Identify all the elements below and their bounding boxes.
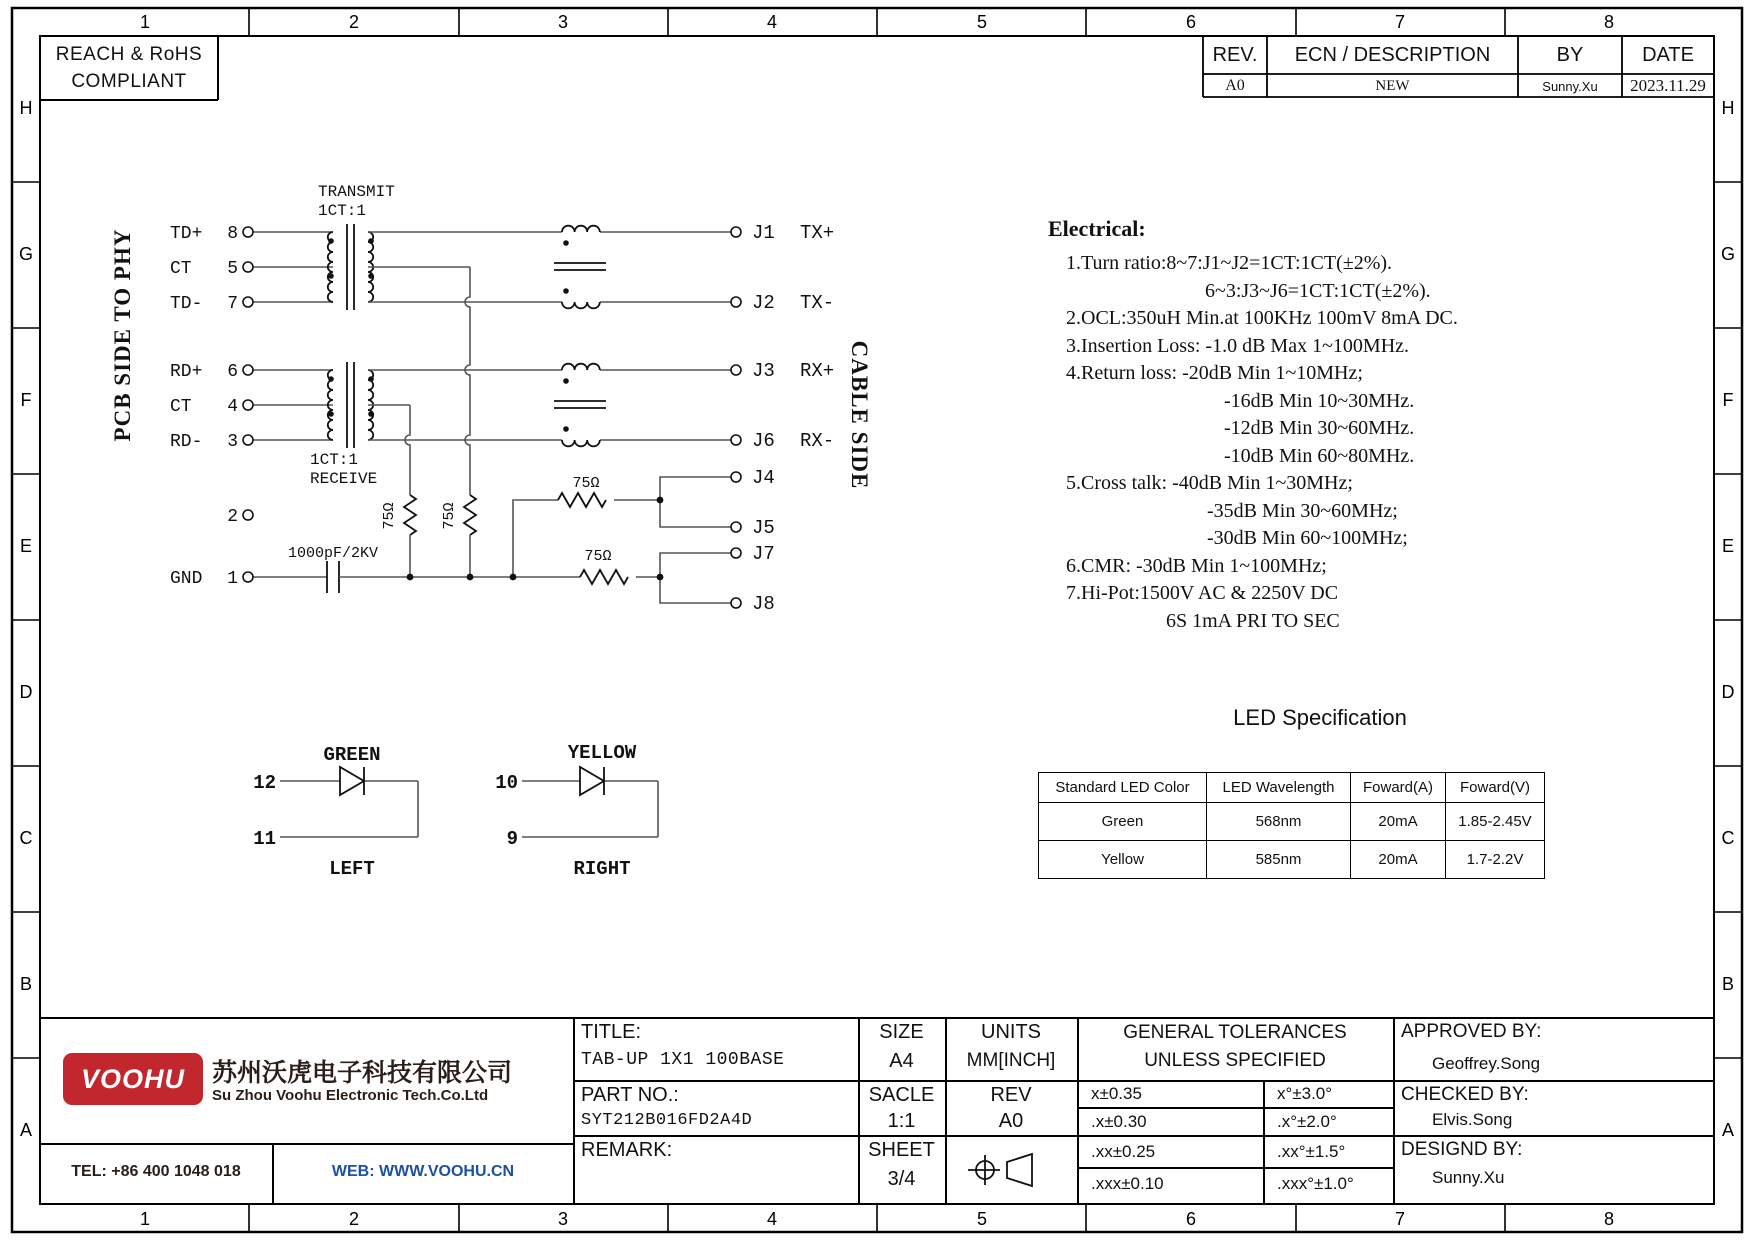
pin-label: CT [170, 397, 192, 417]
checked-by-label: CHECKED BY: [1401, 1084, 1529, 1105]
pin-wires [253, 232, 333, 577]
remark-label: REMARK: [581, 1139, 673, 1161]
tolerance-cell: .x±0.30 [1091, 1112, 1147, 1131]
col-label-bottom: 1 [139, 1209, 150, 1229]
outer-border [12, 8, 1742, 1232]
electrical-line: 6~3:J3~J6=1CT:1CT(±2%). [1205, 279, 1431, 302]
date-value: 2023.11.29 [1630, 76, 1706, 95]
electrical-line: 6S 1mA PRI TO SEC [1166, 609, 1340, 632]
col-label-top: 1 [139, 12, 150, 32]
col-label-bottom: 4 [766, 1209, 777, 1229]
led-spec-header: Standard LED Color [1039, 773, 1207, 803]
pcb-side-label: PCB SIDE TO PHY [110, 228, 135, 442]
checked-by-value: Elvis.Song [1432, 1110, 1513, 1129]
tolerance-cell: .xxx°±1.0° [1277, 1174, 1354, 1193]
receive-ratio: 1CT:1 [310, 451, 359, 469]
title-block-line [1077, 1107, 1393, 1109]
jack-id: J8 [752, 593, 775, 615]
led-spec-row [1039, 803, 1545, 841]
col-label-bottom: 3 [557, 1209, 568, 1229]
receive-transformer [328, 362, 374, 448]
title-block-line [1077, 1017, 1079, 1204]
led-pin: 12 [253, 772, 276, 794]
capacitor-plates [327, 561, 339, 593]
col-label-top: 5 [976, 12, 987, 32]
title-block-line [1393, 1017, 1395, 1204]
led-diagram-left [253, 744, 418, 880]
row-label-left: F [20, 390, 32, 410]
title-block-line [573, 1080, 1714, 1082]
led-spec-cell: 20mA [1351, 803, 1446, 841]
part-no-value: SYT212B016FD2A4D [581, 1111, 753, 1130]
col-label-bottom: 5 [976, 1209, 987, 1229]
designed-by-label: DESIGND BY: [1401, 1139, 1523, 1160]
projection-symbol-icon [968, 1154, 1032, 1186]
led-pin: 11 [253, 828, 276, 850]
row-label-left: E [19, 536, 32, 556]
col-label-bottom: 7 [1394, 1209, 1405, 1229]
electrical-spec-list [1066, 250, 1458, 635]
cable-side-label: CABLE SIDE [847, 340, 872, 490]
electrical-line: -12dB Min 30~60MHz. [1224, 417, 1415, 439]
tolerance-cell: .xx±0.25 [1091, 1142, 1156, 1161]
led-spec-cell: 1.7-2.2V [1446, 841, 1545, 879]
jack-id: J6 [752, 430, 775, 452]
units-value: MM[INCH] [966, 1050, 1056, 1071]
col-label-bottom: 8 [1603, 1209, 1614, 1229]
resistor-value: 75Ω [441, 502, 458, 530]
led-position-label: LEFT [329, 858, 375, 880]
by-header: BY [1556, 44, 1584, 66]
designed-by-value: Sunny.Xu [1432, 1168, 1505, 1187]
transmit-transformer [328, 224, 374, 310]
col-label-top: 3 [557, 12, 568, 32]
title-block-line [1263, 1080, 1265, 1204]
col-label-top: 2 [348, 12, 359, 32]
col-label-bottom: 6 [1185, 1209, 1196, 1229]
pin-label: TD- [170, 294, 203, 314]
unused-pair-wires [660, 477, 731, 603]
tolerance-cell: .xx°±1.5° [1277, 1142, 1346, 1161]
jack-signal: RX+ [800, 360, 835, 382]
tolerance-cell: .xxx±0.10 [1091, 1174, 1164, 1193]
row-label-right: B [1721, 974, 1734, 994]
row-label-left: D [19, 682, 33, 702]
jack-signal: TX- [800, 292, 835, 314]
row-label-right: E [1721, 536, 1734, 556]
title-block-line [272, 1143, 274, 1204]
pin-number: 5 [227, 259, 238, 279]
row-label-left: G [18, 244, 33, 264]
resistor-tx-ct [464, 495, 476, 535]
led-spec-header: Foward(V) [1446, 773, 1545, 803]
title-block-line [1077, 1167, 1393, 1169]
electrical-line: -10dB Min 60~80MHz. [1224, 444, 1415, 467]
transmit-ratio: 1CT:1 [318, 202, 367, 220]
led-spec-cell: 20mA [1351, 841, 1446, 879]
col-label-top: 8 [1603, 12, 1614, 32]
title-label: TITLE: [581, 1021, 642, 1043]
resistor-rx-ct [404, 495, 416, 535]
size-value: A4 [889, 1050, 914, 1072]
electrical-line: 2.OCL:350uH Min.at 100KHz 100mV 8mA DC. [1066, 307, 1458, 329]
led-color-label: GREEN [323, 744, 381, 766]
pin-label: RD+ [170, 362, 203, 382]
led-position-label: RIGHT [573, 858, 631, 880]
resistor-value: 75Ω [584, 548, 612, 565]
company-logo-text: VOOHU [80, 1063, 185, 1094]
col-label-bottom: 2 [348, 1209, 359, 1229]
row-label-right: C [1721, 828, 1735, 848]
pin-number: 1 [227, 569, 238, 589]
secondary-wires [368, 232, 731, 440]
approved-by-value: Geoffrey.Song [1432, 1054, 1541, 1073]
rev-value: A0 [998, 1110, 1024, 1132]
row-label-left: B [19, 974, 32, 994]
receive-choke [554, 364, 606, 447]
transmit-label: TRANSMIT [318, 183, 395, 201]
led-color-label: YELLOW [567, 742, 637, 764]
electrical-line: -30dB Min 60~100MHz; [1207, 527, 1408, 549]
tolerance-cell: x±0.35 [1091, 1084, 1142, 1103]
company-name-en: Su Zhou Voohu Electronic Tech.Co.Ltd [212, 1087, 489, 1104]
pin-number: 6 [227, 362, 238, 382]
pin-number: 8 [227, 224, 238, 244]
capacitor-value: 1000pF/2KV [287, 545, 379, 562]
led-spec-heading: LED Specification [1233, 705, 1407, 730]
scale-value: 1:1 [887, 1110, 916, 1132]
scale-label: SACLE [868, 1084, 935, 1106]
margin-ticks [12, 8, 1742, 1232]
led-spec-cell: Yellow [1039, 841, 1207, 879]
pin-label: CT [170, 259, 192, 279]
pin-number: 7 [227, 294, 238, 314]
general-tolerances-line1: GENERAL TOLERANCES [1123, 1022, 1347, 1043]
company-phone: TEL: +86 400 1048 018 [71, 1163, 241, 1180]
company-logo [63, 1053, 203, 1105]
ecn-value: NEW [1375, 78, 1410, 94]
rev-value: A0 [1225, 77, 1245, 94]
electrical-line: 7.Hi-Pot:1500V AC & 2250V DC [1066, 582, 1339, 604]
sheet-label: SHEET [868, 1139, 935, 1161]
schematic-diagram [110, 183, 872, 615]
size-label: SIZE [879, 1021, 924, 1043]
resistor-value: 75Ω [572, 475, 600, 492]
tolerance-cell: x°±3.0° [1277, 1084, 1333, 1103]
jack-id: J4 [752, 467, 775, 489]
jack-signal: TX+ [800, 222, 835, 244]
led-spec-cell: 585nm [1207, 841, 1351, 879]
by-value: Sunny.Xu [1542, 79, 1598, 94]
col-label-top: 4 [766, 12, 777, 32]
resistor-value: 75Ω [381, 502, 398, 530]
led-diagram-right [495, 742, 658, 880]
title-block-line [573, 1135, 1714, 1137]
resistor-unused-2 [580, 570, 628, 584]
led-spec-cell: 1.85-2.45V [1446, 803, 1545, 841]
jack-signal: RX- [800, 430, 835, 452]
pin-terminals [243, 227, 253, 582]
part-no-label: PART NO.: [581, 1084, 679, 1106]
pin-number: 4 [227, 397, 238, 417]
led-pin: 9 [506, 828, 518, 850]
jack-id: J3 [752, 360, 775, 382]
led-spec-header: Foward(A) [1351, 773, 1446, 803]
electrical-heading: Electrical: [1048, 216, 1146, 241]
row-label-right: H [1721, 98, 1735, 118]
ecn-header: ECN / DESCRIPTION [1294, 44, 1491, 66]
receive-label: RECEIVE [310, 470, 378, 488]
company-name-cn: 苏州沃虎电子科技有限公司 [212, 1059, 513, 1087]
jack-terminals [731, 227, 741, 608]
title-value: TAB-UP 1X1 100BASE [581, 1050, 785, 1070]
pin-label: RD- [170, 432, 203, 452]
electrical-line: 1.Turn ratio:8~7:J1~J2=1CT:1CT(±2%). [1066, 252, 1393, 274]
pin-number: 2 [227, 507, 238, 527]
pin-label: GND [170, 569, 203, 589]
row-label-left: A [19, 1120, 32, 1140]
units-label: UNITS [981, 1021, 1041, 1043]
col-label-top: 7 [1394, 12, 1405, 32]
jack-id: J2 [752, 292, 775, 314]
resistor-gnd-drops [410, 535, 470, 577]
led-spec-header-row [1039, 773, 1545, 803]
row-label-right: A [1721, 1120, 1734, 1140]
led-spec-cell: Green [1039, 803, 1207, 841]
tolerance-cell: .x°±2.0° [1277, 1112, 1337, 1131]
electrical-line: -35dB Min 30~60MHz; [1207, 499, 1398, 522]
pin-label: TD+ [170, 224, 203, 244]
row-label-left: H [19, 98, 33, 118]
electrical-line: 5.Cross talk: -40dB Min 1~30MHz; [1066, 472, 1353, 494]
jack-id: J5 [752, 517, 775, 539]
col-label-top: 6 [1185, 12, 1196, 32]
row-label-right: D [1721, 682, 1735, 702]
led-spec-row [1039, 841, 1545, 879]
transmit-choke [554, 226, 606, 309]
sheet-value: 3/4 [887, 1168, 916, 1190]
title-block-line [40, 1143, 573, 1145]
approved-by-label: APPROVED BY: [1401, 1021, 1542, 1042]
rev-label: REV [990, 1084, 1032, 1106]
pin-number: 3 [227, 432, 238, 452]
electrical-line: -16dB Min 10~30MHz. [1224, 389, 1415, 412]
led-spec-table [1038, 772, 1545, 879]
general-tolerances-line2: UNLESS SPECIFIED [1144, 1050, 1326, 1071]
jack-id: J7 [752, 543, 775, 565]
jack-id: J1 [752, 222, 775, 244]
row-label-right: G [1720, 244, 1735, 264]
led-spec-header: LED Wavelength [1207, 773, 1351, 803]
compliance-note-line1: REACH & RoHS [55, 44, 203, 65]
row-label-left: C [19, 828, 33, 848]
rev-header: REV. [1212, 44, 1258, 66]
title-block-line [573, 1017, 575, 1204]
compliance-note-line2: COMPLIANT [71, 71, 187, 92]
electrical-line: 3.Insertion Loss: -1.0 dB Max 1~100MHz. [1066, 334, 1410, 357]
date-header: DATE [1642, 44, 1694, 66]
title-block-line [40, 1017, 1714, 1019]
electrical-line: 6.CMR: -30dB Min 1~100MHz; [1066, 554, 1327, 577]
led-spec-cell: 568nm [1207, 803, 1351, 841]
resistor-unused-1 [558, 493, 606, 507]
led-pin: 10 [495, 772, 518, 794]
electrical-line: 4.Return loss: -20dB Min 1~10MHz; [1066, 362, 1363, 384]
row-label-right: F [1722, 390, 1734, 410]
company-website: WEB: WWW.VOOHU.CN [331, 1163, 515, 1180]
